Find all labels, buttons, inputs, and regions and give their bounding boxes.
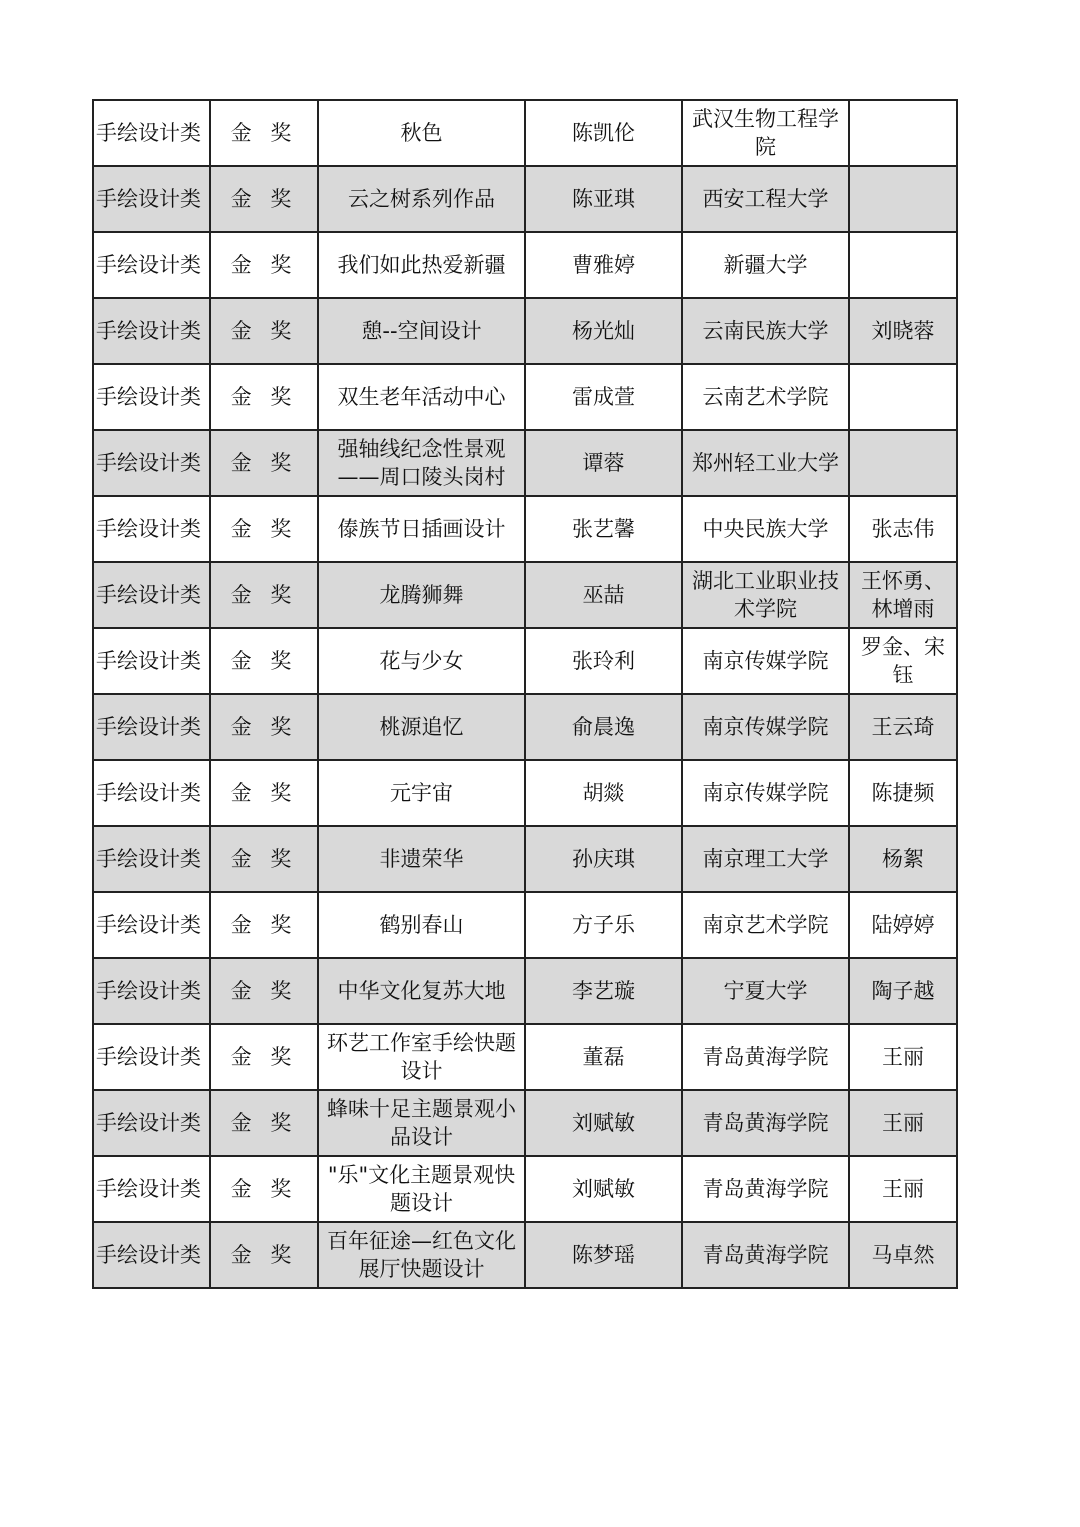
title-cell: 蜂味十足主题景观小品设计 <box>318 1090 525 1156</box>
table-row <box>93 496 957 562</box>
award-cell: 金 奖 <box>210 430 318 496</box>
table-row <box>93 826 957 892</box>
advisor-cell <box>849 364 957 430</box>
table-row <box>93 1156 957 1222</box>
author-cell: 张玲利 <box>525 628 682 694</box>
title-cell: 中华文化复苏大地 <box>318 958 525 1024</box>
table-row <box>93 1024 957 1090</box>
category-cell: 手绘设计类 <box>93 496 210 562</box>
table-row <box>93 958 957 1024</box>
title-cell: 百年征途—红色文化展厅快题设计 <box>318 1222 525 1288</box>
advisor-cell: 王丽 <box>849 1024 957 1090</box>
award-cell: 金 奖 <box>210 1156 318 1222</box>
advisor-cell: 张志伟 <box>849 496 957 562</box>
author-cell: 曹雅婷 <box>525 232 682 298</box>
category-cell: 手绘设计类 <box>93 430 210 496</box>
school-cell: 宁夏大学 <box>682 958 849 1024</box>
advisor-cell: 王丽 <box>849 1090 957 1156</box>
school-cell: 南京理工大学 <box>682 826 849 892</box>
award-cell: 金 奖 <box>210 892 318 958</box>
award-cell: 金 奖 <box>210 628 318 694</box>
category-cell: 手绘设计类 <box>93 826 210 892</box>
school-cell: 青岛黄海学院 <box>682 1024 849 1090</box>
table-row <box>93 298 957 364</box>
school-cell: 武汉生物工程学院 <box>682 100 849 166</box>
advisor-cell: 马卓然 <box>849 1222 957 1288</box>
school-cell: 西安工程大学 <box>682 166 849 232</box>
category-cell: 手绘设计类 <box>93 958 210 1024</box>
award-cell: 金 奖 <box>210 1024 318 1090</box>
category-cell: 手绘设计类 <box>93 1156 210 1222</box>
title-cell: 秋色 <box>318 100 525 166</box>
title-cell: 云之树系列作品 <box>318 166 525 232</box>
award-cell: 金 奖 <box>210 298 318 364</box>
table-row <box>93 628 957 694</box>
title-cell: 元宇宙 <box>318 760 525 826</box>
title-cell: 憩--空间设计 <box>318 298 525 364</box>
author-cell: 陈梦瑶 <box>525 1222 682 1288</box>
school-cell: 湖北工业职业技术学院 <box>682 562 849 628</box>
table-row <box>93 364 957 430</box>
advisor-cell: 王怀勇、林增雨 <box>849 562 957 628</box>
title-cell: 花与少女 <box>318 628 525 694</box>
title-cell: 傣族节日插画设计 <box>318 496 525 562</box>
school-cell: 南京传媒学院 <box>682 628 849 694</box>
title-cell: "乐"文化主题景观快题设计 <box>318 1156 525 1222</box>
school-cell: 云南艺术学院 <box>682 364 849 430</box>
advisor-cell <box>849 100 957 166</box>
author-cell: 张艺馨 <box>525 496 682 562</box>
category-cell: 手绘设计类 <box>93 364 210 430</box>
award-cell: 金 奖 <box>210 100 318 166</box>
table-row <box>93 760 957 826</box>
advisor-cell <box>849 232 957 298</box>
category-cell: 手绘设计类 <box>93 562 210 628</box>
advisor-cell <box>849 166 957 232</box>
school-cell: 南京传媒学院 <box>682 760 849 826</box>
advisor-cell: 王丽 <box>849 1156 957 1222</box>
table-row <box>93 166 957 232</box>
table-row <box>93 232 957 298</box>
category-cell: 手绘设计类 <box>93 232 210 298</box>
title-cell: 我们如此热爱新疆 <box>318 232 525 298</box>
table-row <box>93 892 957 958</box>
author-cell: 方子乐 <box>525 892 682 958</box>
school-cell: 青岛黄海学院 <box>682 1156 849 1222</box>
advisor-cell: 罗金、宋钰 <box>849 628 957 694</box>
award-cell: 金 奖 <box>210 826 318 892</box>
author-cell: 雷成萱 <box>525 364 682 430</box>
table-row <box>93 430 957 496</box>
category-cell: 手绘设计类 <box>93 694 210 760</box>
school-cell: 云南民族大学 <box>682 298 849 364</box>
table-row <box>93 1090 957 1156</box>
advisor-cell: 刘晓蓉 <box>849 298 957 364</box>
title-cell: 鹤别春山 <box>318 892 525 958</box>
advisor-cell: 杨絮 <box>849 826 957 892</box>
author-cell: 谭蓉 <box>525 430 682 496</box>
advisor-cell: 陆婷婷 <box>849 892 957 958</box>
author-cell: 孙庆琪 <box>525 826 682 892</box>
school-cell: 青岛黄海学院 <box>682 1090 849 1156</box>
title-cell: 双生老年活动中心 <box>318 364 525 430</box>
author-cell: 巫喆 <box>525 562 682 628</box>
award-cell: 金 奖 <box>210 694 318 760</box>
category-cell: 手绘设计类 <box>93 1024 210 1090</box>
category-cell: 手绘设计类 <box>93 1222 210 1288</box>
author-cell: 胡燚 <box>525 760 682 826</box>
category-cell: 手绘设计类 <box>93 1090 210 1156</box>
advisor-cell: 王云琦 <box>849 694 957 760</box>
school-cell: 南京艺术学院 <box>682 892 849 958</box>
title-cell: 桃源追忆 <box>318 694 525 760</box>
award-cell: 金 奖 <box>210 1222 318 1288</box>
author-cell: 刘赋敏 <box>525 1090 682 1156</box>
award-cell: 金 奖 <box>210 232 318 298</box>
award-cell: 金 奖 <box>210 166 318 232</box>
advisor-cell: 陶子越 <box>849 958 957 1024</box>
table-row <box>93 694 957 760</box>
author-cell: 刘赋敏 <box>525 1156 682 1222</box>
award-table-body <box>93 100 957 1288</box>
title-cell: 强轴线纪念性景观——周口陵头岗村 <box>318 430 525 496</box>
award-cell: 金 奖 <box>210 1090 318 1156</box>
award-cell: 金 奖 <box>210 760 318 826</box>
award-cell: 金 奖 <box>210 562 318 628</box>
school-cell: 中央民族大学 <box>682 496 849 562</box>
table-row <box>93 100 957 166</box>
category-cell: 手绘设计类 <box>93 298 210 364</box>
school-cell: 新疆大学 <box>682 232 849 298</box>
author-cell: 杨光灿 <box>525 298 682 364</box>
author-cell: 陈亚琪 <box>525 166 682 232</box>
category-cell: 手绘设计类 <box>93 760 210 826</box>
award-cell: 金 奖 <box>210 364 318 430</box>
author-cell: 董磊 <box>525 1024 682 1090</box>
school-cell: 南京传媒学院 <box>682 694 849 760</box>
author-cell: 李艺璇 <box>525 958 682 1024</box>
category-cell: 手绘设计类 <box>93 100 210 166</box>
school-cell: 青岛黄海学院 <box>682 1222 849 1288</box>
title-cell: 非遗荣华 <box>318 826 525 892</box>
advisor-cell: 陈捷频 <box>849 760 957 826</box>
award-cell: 金 奖 <box>210 958 318 1024</box>
category-cell: 手绘设计类 <box>93 628 210 694</box>
author-cell: 陈凯伦 <box>525 100 682 166</box>
category-cell: 手绘设计类 <box>93 166 210 232</box>
category-cell: 手绘设计类 <box>93 892 210 958</box>
author-cell: 俞晨逸 <box>525 694 682 760</box>
table-row <box>93 1222 957 1288</box>
school-cell: 郑州轻工业大学 <box>682 430 849 496</box>
title-cell: 环艺工作室手绘快题设计 <box>318 1024 525 1090</box>
title-cell: 龙腾狮舞 <box>318 562 525 628</box>
table-row <box>93 562 957 628</box>
advisor-cell <box>849 430 957 496</box>
award-cell: 金 奖 <box>210 496 318 562</box>
award-table <box>92 99 958 1289</box>
